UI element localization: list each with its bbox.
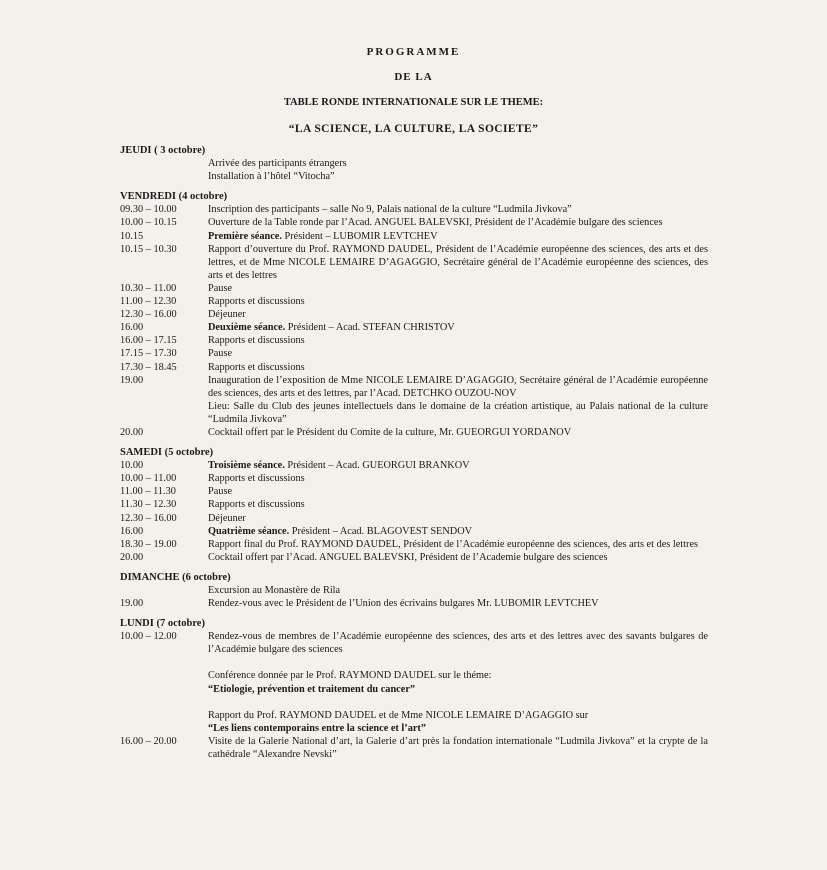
schedule-time: 11.00 – 12.30 xyxy=(120,296,177,308)
schedule-row xyxy=(120,709,708,722)
schedule-time: 10.15 – 10.30 xyxy=(120,243,177,255)
schedule-time: 11.30 – 12.30 xyxy=(120,499,177,511)
schedule-time: 16.00 – 20.00 xyxy=(120,735,177,747)
schedule-description: Installation à l’hôtel “Vitocha” xyxy=(208,171,335,183)
day-title: SAMEDI (5 octobre) xyxy=(120,447,214,459)
schedule-time: 10.00 – 11.00 xyxy=(120,473,177,485)
schedule-time: 12.30 – 16.00 xyxy=(120,512,177,524)
schedule-row xyxy=(120,157,708,170)
day-section xyxy=(120,446,708,564)
schedule-row xyxy=(120,203,708,216)
schedule-time: 17.15 – 17.30 xyxy=(120,348,177,360)
schedule-description: Visite de la Galerie National d’art, la Galerie d’art près la fondation internationale “Ludmila Jivkova” et la crypte de la cathédrale “Alexandre Nevski” xyxy=(208,735,708,760)
schedule-description: “Etiologie, prévention et traitement du cancer” xyxy=(208,683,416,695)
schedule-time xyxy=(120,584,208,597)
schedule-row xyxy=(120,525,708,538)
spacer xyxy=(120,656,708,669)
schedule-time xyxy=(120,400,208,426)
schedule-description: Rapports et discussions xyxy=(208,296,305,308)
day-title: LUNDI (7 octobre) xyxy=(120,618,205,630)
schedule-description: Deuxième séance. Président – Acad. STEFAN CHRISTOV xyxy=(208,322,455,334)
schedule-time xyxy=(120,157,208,170)
schedule-description: Quatrième séance. Président – Acad. BLAGOVEST SENDOV xyxy=(208,525,473,537)
schedule-time: 20.00 xyxy=(120,551,144,563)
schedule-description: Pause xyxy=(208,348,233,360)
schedule-time xyxy=(120,709,208,722)
day-section xyxy=(120,617,708,761)
programme-subtitle-de-la: DE LA xyxy=(394,71,433,83)
schedule-row xyxy=(120,498,708,511)
day-title: DIMANCHE (6 octobre) xyxy=(120,571,231,583)
schedule-row xyxy=(120,361,708,374)
schedule-row xyxy=(120,321,708,334)
schedule-time: 16.00 xyxy=(120,525,144,537)
schedule-row xyxy=(120,459,708,472)
schedule-row xyxy=(120,485,708,498)
schedule-row xyxy=(120,683,708,696)
schedule-row xyxy=(120,347,708,360)
schedule-row xyxy=(120,282,708,295)
day-section xyxy=(120,571,708,610)
round-table-heading: TABLE RONDE INTERNATIONALE SUR LE THEME: xyxy=(283,97,544,108)
schedule-time: 10.30 – 11.00 xyxy=(120,282,177,294)
schedule-time: 19.00 xyxy=(120,598,144,610)
schedule-description: Rendez-vous de membres de l’Académie européenne des sciences, des arts et des lettres avec des savants bulgares de l’Académie bulgare des sciences xyxy=(208,631,708,656)
schedule-time xyxy=(120,170,208,183)
schedule-description: Rapports et discussions xyxy=(208,499,305,511)
schedule-time: 16.00 – 17.15 xyxy=(120,335,177,347)
schedule-time: 10.15 xyxy=(120,230,144,242)
schedule-row xyxy=(120,597,708,610)
schedule-row xyxy=(120,472,708,485)
schedule-time: 19.00 xyxy=(120,374,144,386)
day-section xyxy=(120,144,708,183)
schedule-time: 16.00 xyxy=(120,322,144,334)
schedule-description: Cocktail offert par l’Acad. ANGUEL BALEVSKI, Président de l’Academie bulgare des sciences xyxy=(208,551,608,563)
schedule-row xyxy=(120,400,708,426)
schedule-row xyxy=(120,426,708,439)
schedule-row xyxy=(120,216,708,229)
schedule-description: Lieu: Salle du Club des jeunes intellectuels dans le domaine de la création artistique, au Palais national de la culture “Ludmila Jivkova” xyxy=(208,400,708,425)
schedule-description: Excursion au Monastère de Rila xyxy=(208,585,341,596)
schedule-time: 18.30 – 19.00 xyxy=(120,538,177,550)
schedule-time: 10.00 xyxy=(120,460,144,472)
schedule-row xyxy=(120,170,708,183)
schedule-row xyxy=(120,308,708,321)
schedule-time: 10.00 – 12.00 xyxy=(120,631,177,643)
schedule-description: Rendez-vous avec le Président de l’Union des écrivains bulgares Mr. LUBOMIR LEVTCHEV xyxy=(208,598,599,610)
schedule-time: 12.30 – 16.00 xyxy=(120,309,177,321)
schedule xyxy=(120,140,708,761)
schedule-row xyxy=(120,512,708,525)
schedule-time xyxy=(120,722,208,735)
schedule-time: 17.30 – 18.45 xyxy=(120,361,177,373)
schedule-description: Rapports et discussions xyxy=(208,473,305,485)
schedule-row xyxy=(120,630,708,656)
schedule-description: Pause xyxy=(208,282,233,294)
schedule-time: 09.30 – 10.00 xyxy=(120,204,177,216)
schedule-description: Déjeuner xyxy=(208,512,246,524)
schedule-time: 10.00 – 10.15 xyxy=(120,217,177,229)
day-section xyxy=(120,190,708,439)
schedule-row xyxy=(120,230,708,243)
schedule-row xyxy=(120,722,708,735)
schedule-row xyxy=(120,334,708,347)
schedule-time: 20.00 xyxy=(120,426,144,438)
schedule-time xyxy=(120,669,208,682)
schedule-description: Conférence donnée par le Prof. RAYMOND DAUDEL sur le théme: xyxy=(208,670,492,682)
schedule-description: Cocktail offert par le Président du Comite de la culture, Mr. GUEORGUI YORDANOV xyxy=(208,426,572,438)
schedule-row xyxy=(120,295,708,308)
schedule-description: Rapport d’ouverture du Prof. RAYMOND DAUDEL, Président de l’Académie européenne des sciences, des arts et des lettres, et de Mme NICOLE LEMAIRE D’AGAGGIO, Secrétaire général de l’Académie européenne des sciences, des arts et des lettres xyxy=(208,243,708,281)
schedule-row xyxy=(120,374,708,400)
schedule-description: Rapports et discussions xyxy=(208,361,305,373)
schedule-row xyxy=(120,669,708,682)
schedule-description: Déjeuner xyxy=(208,309,246,321)
schedule-description: Inscription des participants – salle No 9, Palais national de la culture “Ludmila Jivkova” xyxy=(208,204,572,216)
schedule-row xyxy=(120,243,708,282)
schedule-description: Rapport final du Prof. RAYMOND DAUDEL, Président de l’Académie européenne des sciences, des arts et des lettres xyxy=(208,538,699,550)
schedule-description: Inauguration de l’exposition de Mme NICOLE LEMAIRE D’AGAGGIO, Secrétaire général de l’Académie européenne des sciences, des arts et des lettres, par l’Acad. DETCHKO OUZOU-NOV xyxy=(208,374,708,399)
schedule-row xyxy=(120,735,708,761)
schedule-description: Rapport du Prof. RAYMOND DAUDEL et de Mme NICOLE LEMAIRE D’AGAGGIO sur xyxy=(208,709,589,721)
schedule-description: Pause xyxy=(208,486,233,498)
schedule-description: Arrivée des participants étrangers xyxy=(208,158,347,170)
schedule-time xyxy=(120,683,208,696)
programme-title: PROGRAMME xyxy=(366,46,461,58)
schedule-description: Troisième séance. Président – Acad. GUEORGUI BRANKOV xyxy=(208,460,470,472)
spacer xyxy=(120,696,708,709)
schedule-description: Ouverture de la Table ronde par l’Acad. ANGUEL BALEVSKI, Président de l’Académie bulgare des sciences xyxy=(208,217,663,229)
schedule-description: “Les liens contemporains entre la science et l’art” xyxy=(208,722,426,734)
schedule-row xyxy=(120,551,708,564)
schedule-row xyxy=(120,538,708,551)
schedule-description: Première séance. Président – LUBOMIR LEVTCHEV xyxy=(208,230,438,242)
day-title: JEUDI ( 3 octobre) xyxy=(120,145,206,156)
day-title: VENDREDI (4 octobre) xyxy=(120,191,228,203)
theme-title: “LA SCIENCE, LA CULTURE, LA SOCIETE” xyxy=(288,123,539,135)
schedule-time: 11.00 – 11.30 xyxy=(120,486,176,498)
schedule-description: Rapports et discussions xyxy=(208,335,305,347)
schedule-row xyxy=(120,584,708,597)
